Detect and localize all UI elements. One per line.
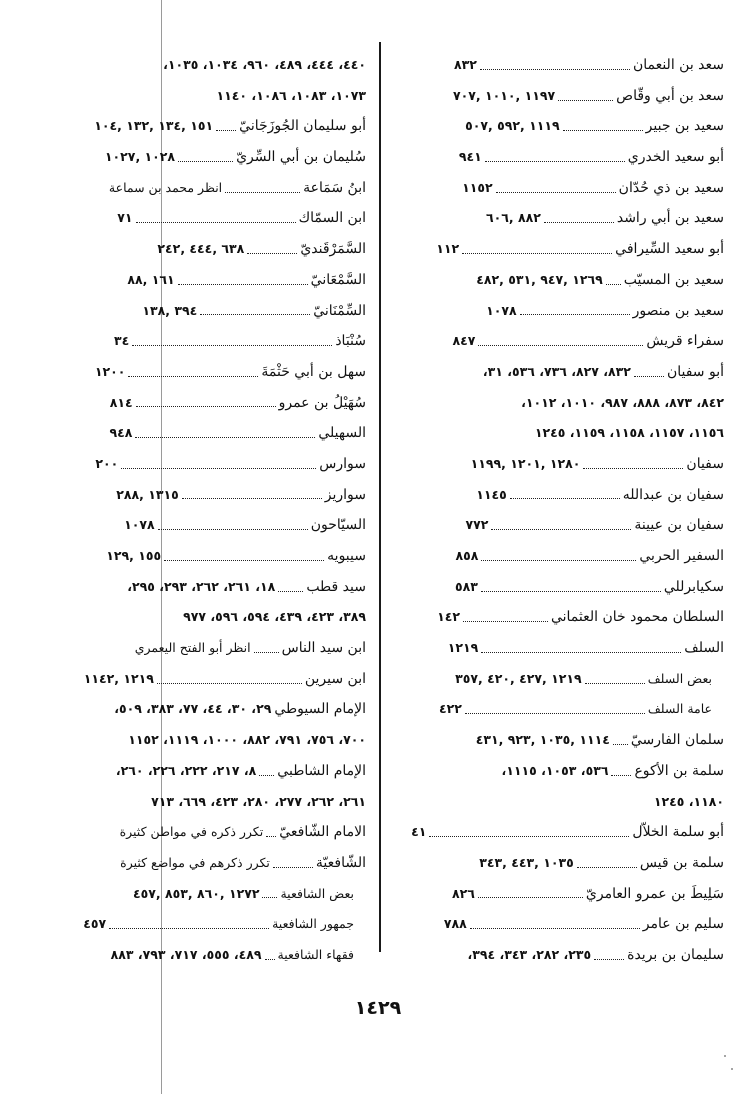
index-entry [80, 572, 366, 603]
dot-leader [273, 867, 313, 868]
dot-leader [132, 345, 332, 346]
index-entry [80, 418, 366, 449]
page-references: ١١٥٦، ١١٥٧، ١١٥٨، ١١٥٩، ١٢٤٥ [534, 425, 724, 441]
page-references: ٤٨٩، ٥٥٥، ٧١٧، ٧٩٣، ٨٨٣ [110, 946, 262, 962]
page-references: ٥٣٦، ١٠٥٣، ١١١٥، [501, 762, 609, 778]
entry-name: السِّمْنَانيّ [313, 302, 366, 319]
page-number: ١٤٢٩ [354, 997, 402, 1019]
entry-name: الإمام الشاطبي [277, 762, 366, 779]
index-entry [402, 572, 724, 603]
entry-name: ابن سيد الناس [281, 640, 366, 657]
dot-leader [136, 222, 296, 223]
entry-name: سعيد بن المسيّب [623, 271, 724, 288]
entry-name: سعيد بن ذي حُدّان [618, 179, 724, 196]
entry-name: سعد بن النعمان [632, 57, 724, 73]
dot-leader [470, 928, 640, 929]
page-references: ٥٨٣ [454, 578, 478, 594]
page-references: ٧٠٠، ٧٥٦، ٧٩١، ٨٨٢، ١٠٠٠، ١١١٩، ١١٥٢ [128, 732, 366, 748]
dot-leader [613, 744, 628, 745]
entry-name: سلمة بن الأكوع [634, 762, 724, 779]
dot-leader [158, 529, 308, 530]
page-references: ١٢١٩ ,٤٢٧ ,٤٢٠ ,٣٥٧ [455, 670, 582, 686]
page-references: ٨٥٨ [455, 548, 479, 563]
dot-leader [611, 775, 631, 776]
page-references: ١٢١٩ ,١١٤٢ [83, 670, 154, 686]
entry-name: سفيان بن عبدالله [622, 486, 724, 503]
entry-name: أبو سعيد السِّيرافي [615, 241, 724, 258]
page-references: ١٠٧٨ [486, 302, 517, 318]
index-entry [80, 848, 366, 879]
dot-leader [462, 253, 612, 254]
page-references: ٢٣٥، ٢٨٢، ٣٤٣، ٣٩٤، [467, 946, 592, 962]
index-entry [402, 848, 724, 879]
entry-name: السفير الحربي [639, 548, 724, 564]
index-entry [402, 296, 724, 327]
index-entry [80, 357, 366, 388]
dot-leader [178, 161, 233, 162]
dot-leader [157, 683, 302, 684]
index-entry [80, 817, 366, 848]
index-entry-continuation [80, 50, 366, 81]
page-references: ٨٨٢ ,٦٠٦ [485, 210, 541, 226]
page-references: ١٢٦٩ ,٩٤٧ ,٥٣١ ,٤٨٢ [476, 271, 603, 287]
entry-name: سلمة بن قيس [639, 854, 724, 871]
index-entry [80, 541, 366, 572]
page-references: ٢٦١، ٢٦٢، ٢٧٧، ٢٨٠، ٤٢٣، ٦٦٩، ٧١٣ [151, 793, 366, 809]
entry-name: سعيد بن منصور [632, 302, 724, 319]
dot-leader [200, 314, 310, 315]
index-entry [80, 203, 366, 234]
page-references: ٨٤٢، ٨٧٣، ٨٨٨، ٩٨٧، ١٠١٠، ١٠١٢، [521, 394, 724, 410]
dot-leader [135, 437, 315, 438]
index-entry [80, 296, 366, 327]
entry-name: سليمان بن بريدة [627, 946, 724, 963]
entry-name: السلطان محمود خان العثماني [550, 609, 724, 626]
dot-leader [259, 775, 274, 776]
dot-leader [485, 161, 625, 162]
page-references: ١٤٢ [437, 609, 460, 625]
index-entry [402, 909, 724, 940]
page-references: ١٥٥ ,١٢٩ [106, 548, 162, 563]
index-entry [402, 265, 724, 296]
entry-name: سوارس [319, 455, 366, 472]
entry-name: سهل بن أبي حَثْمَةَ [261, 363, 366, 380]
page-references: ٧٧٢ [465, 517, 489, 533]
dot-leader [247, 253, 297, 254]
page-references: ٨٢٦ [452, 885, 475, 901]
index-entry-continuation [402, 787, 724, 818]
dot-leader [583, 468, 683, 469]
dot-leader [262, 897, 277, 898]
entry-name: الشّافعيّة [315, 854, 366, 871]
dot-leader [128, 376, 258, 377]
page-references: ٤٥٧ [83, 916, 107, 932]
dot-leader [164, 560, 324, 561]
entry-name: سَلِيطَ بن عمرو العامريّ [585, 885, 724, 902]
dot-leader [544, 222, 614, 223]
dot-leader [491, 529, 631, 530]
page-references: ٢٠٠ [95, 455, 119, 471]
dot-leader [480, 69, 630, 70]
page-references: ١٣١٥ ,٢٨٨ [116, 486, 179, 502]
index-entry [402, 203, 724, 234]
page-references: ١٠٢٨ ,١٠٢٧ [104, 149, 176, 165]
entry-name: سفراء قريش [646, 333, 724, 350]
scan-speck [724, 1055, 726, 1057]
dot-leader [265, 959, 275, 960]
index-entry [80, 388, 366, 419]
page-references: ٧٨٨ [443, 916, 467, 932]
index-column-left [80, 50, 366, 971]
index-entry [402, 633, 724, 664]
dot-leader [606, 284, 621, 285]
page-references: ٨٣٢ [454, 57, 477, 72]
page-references: ٨٤٧ [452, 333, 476, 349]
index-entry [402, 111, 724, 142]
page-references: ٨١٤ [109, 394, 133, 410]
page-references: ٤٢٢ [438, 701, 462, 717]
index-entry-continuation [80, 725, 366, 756]
index-entry-continuation [402, 388, 724, 419]
entry-name: سعيد بن جبير [645, 118, 724, 135]
index-subentry [80, 940, 366, 971]
index-entry [80, 633, 366, 664]
dot-leader [182, 498, 322, 499]
entry-name: فقهاء الشافعية [277, 946, 354, 962]
page-references: ٦٣٨ ,٤٤٤ ,٢٤٢ [157, 241, 245, 257]
index-entry [402, 480, 724, 511]
entry-name: سعد بن أبي وقّاص [616, 87, 724, 104]
page-references: ٣٨٩، ٤٢٣، ٤٣٩، ٥٩٤، ٥٩٦، ٩٧٧ [183, 609, 366, 625]
entry-name: عامة السلف [647, 701, 712, 717]
entry-name: السَّمْعَانيّ [310, 271, 366, 288]
index-entry-continuation [402, 418, 724, 449]
index-entry-continuation [80, 81, 366, 112]
index-entry-continuation [80, 787, 366, 818]
page-references: ١٨، ٢٦١، ٢٦٢، ٢٩٣، ٢٩٥، [127, 578, 276, 594]
dot-leader [109, 928, 269, 929]
index-entry [80, 265, 366, 296]
entry-name: سُليمان بن أبي السِّريّ [236, 149, 366, 166]
dot-leader [481, 591, 661, 592]
page-references: ٤١ [411, 824, 427, 840]
entry-name: سُنْبَاذ [335, 333, 366, 350]
page-references: ٢٩، ٣٠، ٤٤، ٧٧، ٣٨٣، ٥٠٩، [114, 701, 272, 717]
page-references: ١١٨٠، ١٢٤٥ [653, 793, 724, 809]
page-references: ١٢٧٢ ,٨٦٠ ,٨٥٣ ,٤٥٧ [132, 885, 260, 901]
page-references: ١٦١ ,٨٨ [127, 271, 175, 287]
page-references: ٨، ٢١٧، ٢٢٢، ٢٢٦، ٢٦٠، [115, 762, 257, 778]
index-entry [402, 817, 724, 848]
scan-speck [731, 1068, 733, 1070]
dot-leader [577, 867, 637, 868]
dot-leader [478, 345, 643, 346]
dot-leader [558, 100, 613, 101]
entry-name: السيّاحون [310, 517, 366, 534]
entry-name: الامام الشّافعيّ [279, 824, 366, 841]
dot-leader [520, 314, 630, 315]
page-references: ٧١ [117, 210, 133, 226]
dot-leader [278, 591, 303, 592]
entry-name: سُهَيْلُ بن عمرو [278, 394, 366, 411]
dot-leader [121, 468, 316, 469]
entry-name: سعيد بن أبي راشد [616, 210, 724, 227]
index-entry [402, 940, 724, 971]
dot-leader [496, 192, 616, 193]
dot-leader [481, 652, 681, 653]
page-references: ٩٤١ [458, 149, 482, 165]
page-references: ٣٩٤ ,١٣٨ [142, 302, 198, 318]
index-entry [402, 541, 724, 572]
cross-reference: تكرر ذكرهم في مواضع كثيرة [120, 854, 270, 870]
page-references: ١١٥٢ [462, 179, 493, 195]
index-entry [402, 81, 724, 112]
dot-leader [463, 621, 548, 622]
entry-name: ابنُ سَمَاعة [303, 179, 366, 196]
cross-reference: انظر محمد بن سماعة [108, 179, 223, 195]
entry-name: أبو سعيد الخدري [627, 149, 724, 166]
column-divider [379, 42, 381, 952]
entry-name: سكيابرللي [663, 578, 724, 595]
index-subentry [80, 879, 366, 910]
index-entry [402, 173, 724, 204]
entry-name: بعض الشافعية [280, 885, 354, 901]
dot-leader [178, 284, 308, 285]
page-references: ١٠٧٣، ١٠٨٣، ١٠٨٦، ١١٤٠ [216, 87, 366, 103]
page-references: ١١٢ [436, 241, 460, 257]
entry-name: أبو سفيان [666, 363, 724, 380]
page-references: ١٢٠٠ [94, 363, 126, 379]
index-entry [80, 480, 366, 511]
page-references: ٨٣٢، ٨٢٧، ٧٣٦، ٥٣٦، ٣١، [482, 363, 631, 379]
page-references: ١٥١ ,١٣٤ ,١٣٢ ,١٠٤ [94, 118, 214, 134]
entry-name: سيد قطب [306, 578, 366, 595]
entry-name: ابن السمّاك [298, 210, 366, 227]
dot-leader [510, 498, 620, 499]
index-subentry [402, 694, 724, 725]
dot-leader [254, 652, 279, 653]
index-entry [80, 449, 366, 480]
page-references: ١٢١٩ [447, 640, 479, 656]
index-entry [80, 510, 366, 541]
entry-name: سواريز [324, 486, 366, 503]
index-entry [80, 756, 366, 787]
page-references: ١٢٨٠ ,١٢٠١ ,١١٩٩ [470, 455, 581, 471]
dot-leader [594, 959, 624, 960]
index-entry [402, 725, 724, 756]
dot-leader [429, 836, 629, 837]
dot-leader [481, 560, 636, 561]
index-entry [80, 173, 366, 204]
entry-name: بعض السلف [647, 670, 712, 686]
entry-name: سيبويه [327, 548, 366, 564]
entry-name: السَّمَرْقَنديّ [300, 241, 366, 258]
page-references: ١١١٩ ,٥٩٢ ,٥٠٧ [465, 118, 560, 134]
index-entry [80, 142, 366, 173]
page-references: ٣٤ [114, 333, 130, 349]
entry-name: سليم بن عامر [642, 916, 724, 933]
entry-name: سفيان [686, 455, 724, 472]
entry-name: سفيان بن عيينة [634, 517, 724, 534]
cross-reference: انظر أبو الفتح اليعمري [134, 640, 251, 656]
page-references: ٤٤٠، ٤٤٤، ٤٨٩، ٩٦٠، ١٠٣٤، ١٠٣٥، [163, 57, 366, 72]
dot-leader [266, 836, 276, 837]
dot-leader [585, 683, 645, 684]
index-entry [402, 756, 724, 787]
entry-name: السهيلي [318, 425, 366, 442]
entry-name: سلمان الفارسيّ [630, 732, 724, 749]
index-entry [80, 664, 366, 695]
index-entry [402, 50, 724, 81]
page-references: ١٠٧٨ [124, 517, 155, 533]
dot-leader [634, 376, 664, 377]
page-references: ١٠٣٥ ,٤٤٣ ,٣٤٣ [479, 854, 574, 870]
index-entry [80, 326, 366, 357]
entry-name: ابن سيرين [304, 670, 366, 687]
dot-leader [465, 713, 645, 714]
index-entry [402, 879, 724, 910]
index-entry [402, 449, 724, 480]
index-entry [402, 142, 724, 173]
cross-reference: تكرر ذكره في مواطن كثيرة [119, 824, 264, 840]
index-entry [402, 602, 724, 633]
dot-leader [136, 406, 276, 407]
page-references: ١١٩٧ ,١٠١٠ ,٧٠٧ [452, 87, 556, 103]
entry-name: الإمام السيوطي [274, 701, 366, 718]
index-entry [402, 510, 724, 541]
page-references: ١١٤٥ [476, 486, 507, 502]
entry-name: أبو سليمان الجُوزَجَانيّ [239, 118, 366, 135]
index-entry [402, 234, 724, 265]
index-entry-continuation [80, 602, 366, 633]
index-entry [80, 234, 366, 265]
dot-leader [225, 192, 300, 193]
entry-name: أبو سلمة الخلاّل [632, 824, 724, 841]
index-entry [402, 326, 724, 357]
entry-name: السلف [684, 640, 724, 657]
dot-leader [216, 130, 236, 131]
index-subentry [402, 664, 724, 695]
dot-leader [563, 130, 643, 131]
page-references: ١١١٤ ,١٠٣٥ ,٩٢٣ ,٤٣١ [475, 732, 610, 748]
index-entry [80, 694, 366, 725]
index-entry [402, 357, 724, 388]
page-references: ٩٤٨ [109, 425, 133, 441]
dot-leader [478, 897, 583, 898]
entry-name: جمهور الشافعية [272, 916, 354, 932]
index-subentry [80, 909, 366, 940]
index-entry [80, 111, 366, 142]
index-column-right [402, 50, 724, 971]
